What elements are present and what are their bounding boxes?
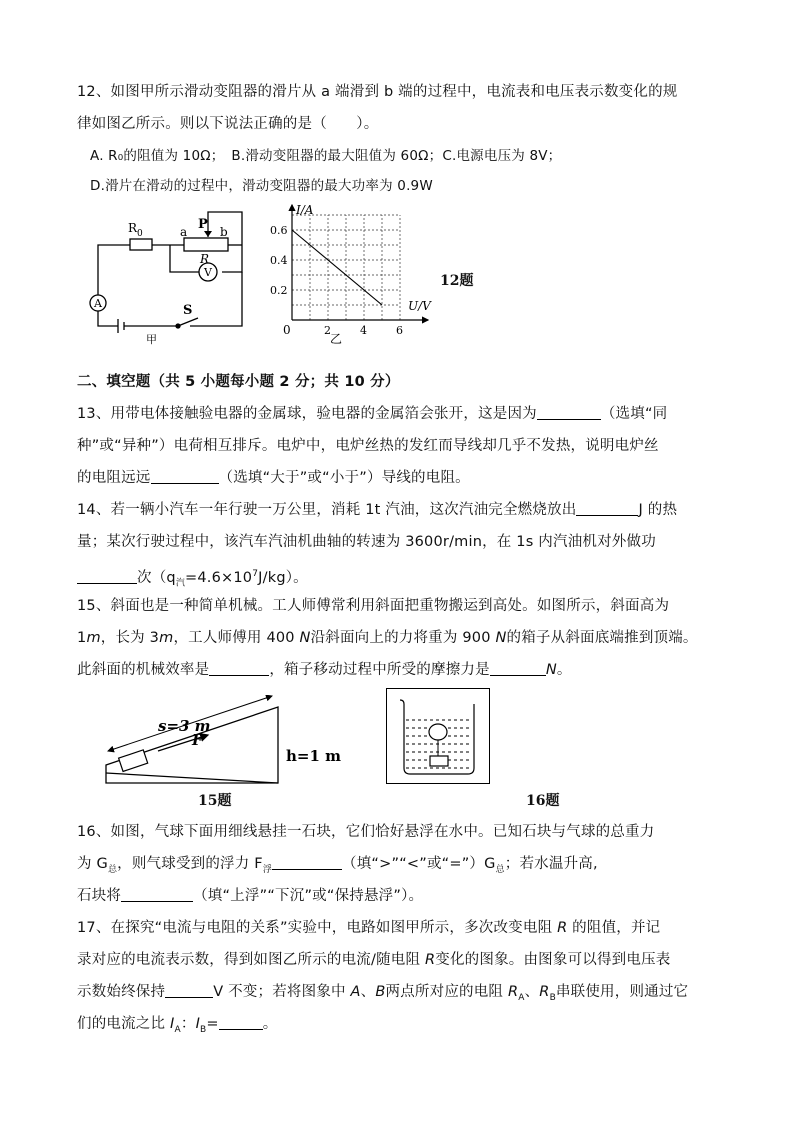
- y-tick-label: 0.4: [270, 254, 288, 267]
- q16-line2: 为 $G_总$，则气球受到的浮力 $F_浮$ （填“>”“<”或“$=”)G_总$；若水温升高,: [77, 856, 598, 875]
- circuit-caption: 甲: [146, 333, 157, 345]
- q14-line2: 量；某次行驶过程中，该汽车汽油机曲轴的转速为 3600r/min，在 1s 内汽油机对外做功: [77, 534, 656, 550]
- slope-length-label: s=3 m: [158, 717, 211, 735]
- q17-line4: 们的电流之比 $I_A$：$I_B=$ 。: [77, 1016, 278, 1035]
- y-tick-label: 0.2: [270, 284, 288, 297]
- height-label: h=1 m: [286, 747, 342, 765]
- q13-blank-2[interactable]: [151, 469, 219, 484]
- force-f-label: F: [192, 731, 203, 749]
- q17-blank-2[interactable]: [219, 1015, 263, 1030]
- q15-line3: 此斜面的机械效率是 ，箱子移动过程中所受的摩擦力是 N。: [77, 662, 572, 678]
- q14-blank-1[interactable]: [576, 501, 638, 516]
- q13-line3: 的电阻远远 （选填“大于”或“小于”）导线的电阻。: [77, 470, 470, 486]
- q17-line3: 示数始终保持 V 不变；若将图象中 A、B两点所对应的电阻 $R_A$、$R_B$串联使用，则通过它: [77, 984, 689, 1003]
- q12-iu-graph: [268, 200, 438, 345]
- x-tick-label: 6: [396, 324, 403, 337]
- x-tick-label: 2: [324, 324, 331, 337]
- graph-xlabel: U/V: [408, 299, 431, 313]
- q12-options-abc: A. R₀的阻值为 10Ω； B.滑动变阻器的最大阻值为 60Ω；C.电源电压为 8V；: [90, 148, 562, 164]
- rheostat-r-label: R: [200, 252, 210, 266]
- r0-subscript: 0: [137, 229, 143, 239]
- graph-caption: 乙: [330, 332, 343, 345]
- q12-option-d: D.滑片在滑动的过程中，滑动变阻器的最大功率为 0.9W: [90, 178, 433, 194]
- q17-line1: 17、在探究“电流与电阻的关系”实验中，电路如图甲所示，多次改变电阻 R 的阻值，并记: [77, 920, 661, 936]
- r0-label: R: [128, 221, 138, 235]
- q13-blank-1[interactable]: [537, 405, 601, 420]
- section-title: 二、填空题（共 5 小题每小题 2 分；共 10 分）: [77, 374, 400, 390]
- terminal-b-label: b: [220, 225, 228, 239]
- q15-line1: 15、斜面也是一种简单机械。工人师傅常利用斜面把重物搬运到高处。如图所示，斜面高为: [77, 598, 670, 614]
- ammeter-label: A: [94, 297, 102, 310]
- q13-line2: 种”或“异种”）电荷相互排斥。电炉中，电炉丝热的发红而导线却几乎不发热，说明电炉丝: [77, 438, 659, 454]
- switch-s-label: S: [183, 303, 193, 318]
- y-tick-label: 0.6: [270, 224, 288, 237]
- q12-circuit-diagram: [80, 200, 265, 345]
- q12-stem-line1: 12、如图甲所示滑动变阻器的滑片从 a 端滑到 b 端的过程中，电流表和电压表示数变化的规: [77, 84, 678, 100]
- q16-figure-label: 16题: [526, 793, 560, 809]
- q15-incline-diagram: [100, 695, 360, 785]
- q14-blank-2[interactable]: [77, 569, 137, 584]
- q14-line1: 14、若一辆小汽车一年行驶一万公里，消耗 1t 汽油，这次汽油完全燃烧放出 J 的热: [77, 502, 678, 518]
- q17-blank-1[interactable]: [165, 983, 213, 998]
- q16-blank-2[interactable]: [121, 887, 193, 902]
- slider-p-label: P: [198, 217, 208, 232]
- q12-figure-label: 12题: [440, 273, 474, 289]
- q15-blank-1[interactable]: [209, 661, 269, 676]
- q15-line2: 1m，长为 3m，工人师傅用 400 N沿斜面向上的力将重为 900 N的箱子从斜面底端推到顶端。: [77, 630, 698, 646]
- x-tick-label: 4: [360, 324, 367, 337]
- voltmeter-label: V: [204, 266, 212, 279]
- q13-line1: 13、用带电体接触验电器的金属球，验电器的金属箔会张开，这是因为 （选填“同: [77, 406, 668, 422]
- graph-origin: 0: [283, 323, 291, 337]
- graph-ylabel: I/A: [296, 203, 314, 217]
- q16-line3: 石块将 （填“上浮”“下沉”或“保持悬浮”）。: [77, 888, 424, 904]
- terminal-a-label: a: [180, 225, 188, 239]
- q14-line3: 次$(q_汽=4.6\times 10^7J/kg)$。: [77, 564, 308, 594]
- q15-figure-label: 15题: [198, 793, 232, 809]
- iu-data-line: [292, 230, 382, 305]
- q16-line1: 16、如图，气球下面用细线悬挂一石块，它们恰好悬浮在水中。已知石块与气球的总重力: [77, 824, 655, 840]
- q17-line2: 录对应的电流表示数，得到如图乙所示的电流/随电阻 R变化的图象。由图象可以得到电压表: [77, 952, 671, 968]
- q16-blank-1[interactable]: [272, 855, 342, 870]
- q15-blank-2[interactable]: [490, 661, 546, 676]
- q12-stem-line2: 律如图乙所示。则以下说法正确的是（ ）。: [77, 116, 379, 132]
- q16-beaker-diagram: [386, 688, 490, 784]
